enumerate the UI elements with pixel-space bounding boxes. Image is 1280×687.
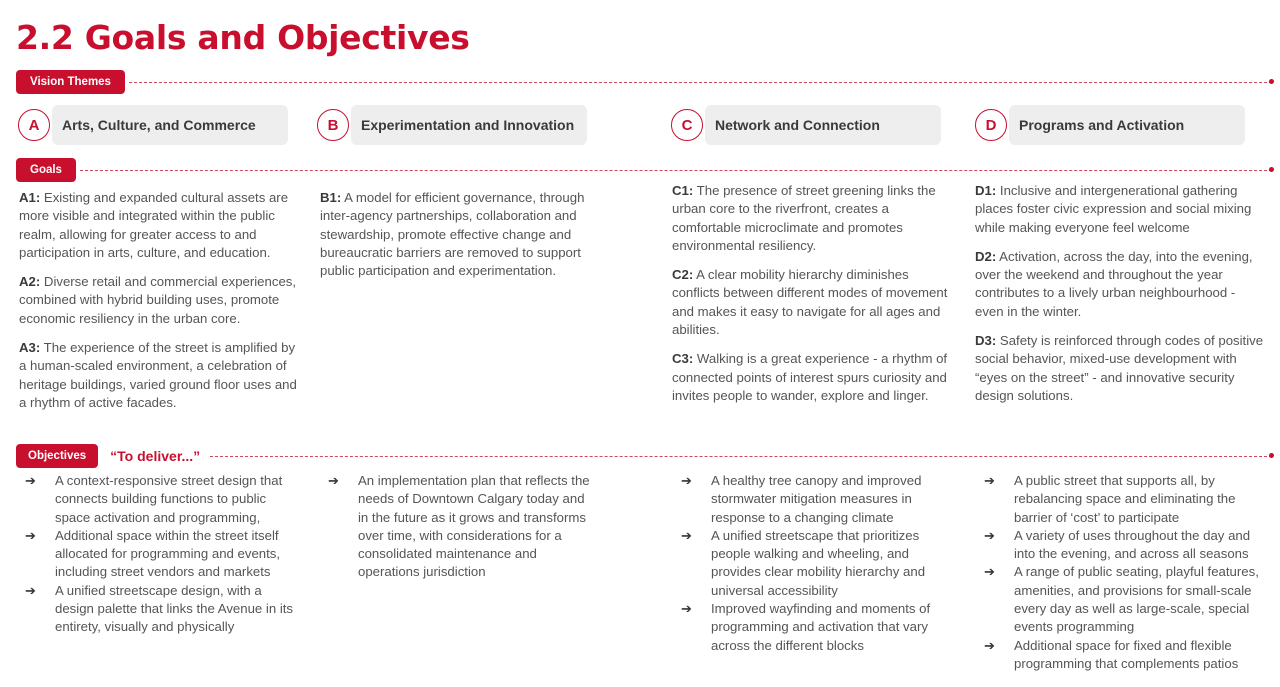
arrow-right-icon: ➔ [681,527,692,543]
theme-d [975,105,1245,145]
goal-item [975,182,1265,237]
arrow-right-icon: ➔ [681,601,692,617]
goal-item [975,248,1265,321]
theme-c-badge: C [671,109,703,141]
theme-d-badge: D [975,109,1007,141]
goal-item [320,189,595,280]
objectives-label: Objectives [16,444,98,468]
goal-text: Safety is reinforced through codes of positive social behavior, mixed-use development with “eyes on the street” - and innovative security design solutions. [975,333,1264,403]
arrow-right-icon: ➔ [328,473,339,488]
objective-text: A variety of uses throughout the day and into the evening, and across all seasons [1014,527,1251,562]
objective-item [978,527,1263,564]
goal-text: Activation, across the day, into the evening, over the weekend and throughout the year contributes to a lively urban neighbourhood - even in the winter. [975,248,1253,319]
objectives-column-a [19,472,299,637]
objective-item [322,472,597,582]
goal-code: C3: [672,351,694,367]
objectives-subtitle: “To deliver...” [110,448,201,464]
theme-d-title: Programs and Activation [1009,105,1245,145]
objective-item [978,637,1263,674]
goal-text: The experience of the street is amplified by a human-scaled environment, a celebration of heritage buildings, varied ground floor uses and a rhythm of active facades. [19,340,297,410]
goal-text: Walking is a great experience - a rhythm of connected points of interest spurs curiosity and invites people to wander, explore and linger. [672,351,948,403]
arrow-right-icon: ➔ [25,473,36,488]
goals-column-c [672,182,954,416]
goal-code: C2: [672,267,694,283]
goal-code: D2: [975,248,997,264]
objective-item [19,527,299,582]
theme-c [671,105,941,145]
arrow-right-icon: ➔ [25,582,36,598]
goal-item [672,266,954,339]
objective-item [19,472,299,527]
goals-label: Goals [16,158,76,182]
section-divider [80,170,1272,171]
goal-code: B1: [320,190,342,205]
arrow-right-icon: ➔ [984,564,995,580]
goal-item [672,350,954,405]
goal-text: Existing and expanded cultural assets are more visible and integrated within the public realm, allowing for greater access to and participation in arts, culture, and education. [19,190,289,260]
page-title: 2.2 Goals and Objectives [16,18,470,57]
theme-a-badge: A [18,109,50,141]
goal-text: The presence of street greening links the urban core to the riverfront, creates a comfortable microclimate and promotes environmental resiliency. [672,183,936,253]
objective-item [675,600,945,655]
theme-a [18,105,288,145]
objective-item [978,563,1263,636]
theme-b-title: Experimentation and Innovation [351,105,587,145]
goal-item [19,189,299,262]
theme-b-badge: B [317,109,349,141]
arrow-right-icon: ➔ [984,527,995,543]
objective-text: Additional space within the street itself allocated for programming and events, including street vendors and markets [55,527,281,580]
objective-text: A public street that supports all, by rebalancing space and eliminating the barrier of ‘cost’ to participate [1014,473,1236,525]
objective-item [19,582,299,637]
goal-code: D3: [975,333,997,349]
goal-item [672,182,954,255]
objective-text: A healthy tree canopy and improved stormwater mitigation measures in response to a changing climate [711,473,922,525]
goal-item [975,332,1265,405]
goal-code: A3: [19,340,41,356]
theme-b [317,105,587,145]
objective-item [675,527,945,600]
objective-text: Additional space for fixed and flexible programming that complements patios [1014,637,1239,671]
goal-code: A2: [19,274,41,290]
goal-text: Inclusive and intergenerational gathering places foster civic expression and social mixing while making everyone feel welcome [975,183,1252,235]
goal-text: A model for efficient governance, through inter-agency partnerships, collaboration and stewardship, promote effective change and bureaucratic barriers are removed to support public participation and experimentation. [320,190,585,279]
goal-code: A1: [19,190,41,205]
goal-code: C1: [672,183,694,198]
goal-text: A clear mobility hierarchy diminishes conflicts between different modes of movement and makes it easy to navigate for all ages and abilities. [672,267,948,338]
objective-text: An implementation plan that reflects the needs of Downtown Calgary today and in the future as it grows and transforms over time, with considerations for a consolidated maintenance and operations jurisdiction [358,473,590,580]
objectives-column-b [322,472,597,582]
goals-header [16,158,1272,182]
objective-text: Improved wayfinding and moments of programming and activation that vary across the different blocks [711,601,931,653]
arrow-right-icon: ➔ [984,637,995,653]
goals-column-b [320,189,595,291]
goal-item [19,339,299,412]
objectives-header [16,444,1272,468]
goal-item [19,273,299,328]
goal-text: Diverse retail and commercial experiences, combined with hybrid building uses, promote economic resiliency in the urban core. [19,274,297,326]
objective-text: A range of public seating, playful features, amenities, and provisions for small-scale every day as well as large-scale, special events programming [1014,564,1259,635]
objective-item [675,472,945,527]
theme-a-title: Arts, Culture, and Commerce [52,105,288,145]
section-divider [129,82,1272,83]
vision-themes-header [16,70,1272,94]
goals-column-a [19,189,299,423]
objective-text: A unified streetscape design, with a design palette that links the Avenue in its entirety, visually and physically [55,582,294,635]
vision-themes-label: Vision Themes [16,70,125,94]
arrow-right-icon: ➔ [681,473,692,488]
objectives-column-d [978,472,1263,673]
theme-c-title: Network and Connection [705,105,941,145]
arrow-right-icon: ➔ [984,473,995,488]
arrow-right-icon: ➔ [25,527,36,543]
objective-text: A unified streetscape that prioritizes people walking and wheeling, and provides clear mobility hierarchy and universal accessibility [711,527,926,598]
objective-text: A context-responsive street design that connects building functions to public space activation and programming, [55,473,283,525]
goals-column-d [975,182,1265,416]
objective-item [978,472,1263,527]
objectives-column-c [675,472,945,655]
goal-code: D1: [975,183,997,198]
section-divider [210,456,1272,457]
